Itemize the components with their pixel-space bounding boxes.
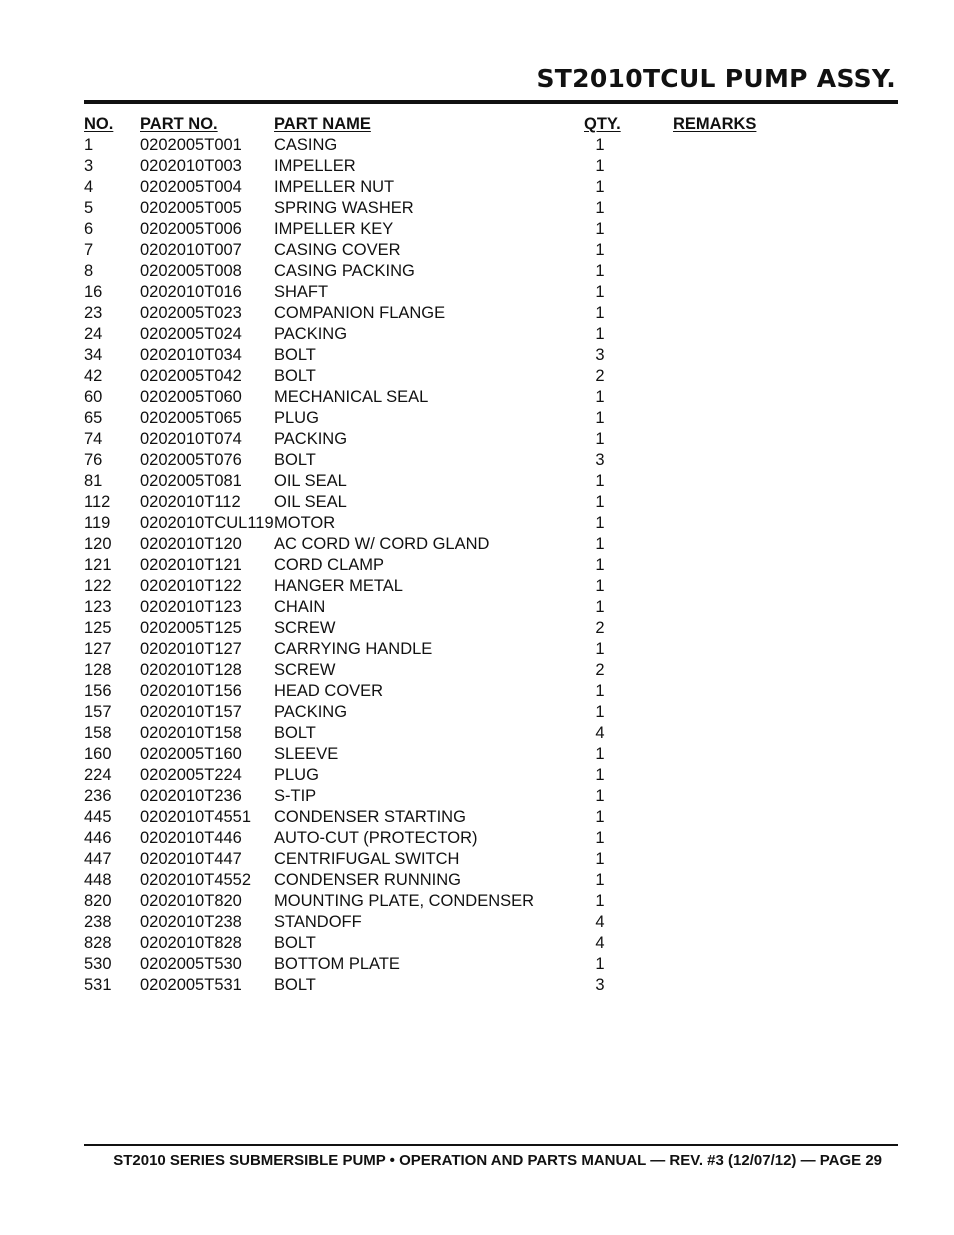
table-row xyxy=(84,492,784,513)
cell-part-no: 0202005T023 xyxy=(140,304,242,322)
cell-no: 74 xyxy=(84,430,103,448)
cell-part-name: IMPELLER NUT xyxy=(274,178,395,196)
table-row xyxy=(84,639,784,660)
table-body xyxy=(84,135,784,996)
cell-part-name: HANGER METAL xyxy=(274,577,403,595)
cell-part-no: 0202005T024 xyxy=(140,325,242,343)
table-row xyxy=(84,198,784,219)
cell-part-no: 0202005T001 xyxy=(140,136,242,154)
title-rule xyxy=(84,100,898,104)
cell-part-no: 0202005T530 xyxy=(140,955,242,973)
cell-part-no: 0202010T003 xyxy=(140,157,242,175)
cell-no: 76 xyxy=(84,451,103,469)
cell-part-name: CORD CLAMP xyxy=(274,556,385,574)
cell-part-no: 0202010T121 xyxy=(140,556,242,574)
cell-no: 81 xyxy=(84,472,103,490)
table-row xyxy=(84,765,784,786)
cell-part-no: 0202005T060 xyxy=(140,388,242,406)
cell-part-name: PACKING xyxy=(274,703,348,721)
cell-part-name: OIL SEAL xyxy=(274,472,347,490)
cell-part-no: 0202005T224 xyxy=(140,766,242,784)
cell-part-name: BOLT xyxy=(274,346,316,364)
cell-part-name: BOLT xyxy=(274,724,316,742)
cell-part-name: AC CORD W/ CORD GLAND xyxy=(274,535,490,553)
cell-part-name: CARRYING HANDLE xyxy=(274,640,433,658)
cell-part-no: 0202010T123 xyxy=(140,598,242,616)
cell-qty: 1 xyxy=(595,871,605,889)
cell-qty: 1 xyxy=(595,388,605,406)
cell-part-no: 0202005T008 xyxy=(140,262,242,280)
cell-part-name: AUTO-CUT (PROTECTOR) xyxy=(274,829,478,847)
table-row xyxy=(84,723,784,744)
cell-part-name: PACKING xyxy=(274,430,348,448)
table-row xyxy=(84,282,784,303)
cell-part-name: BOLT xyxy=(274,934,316,952)
table-header-row xyxy=(84,114,784,135)
table-row xyxy=(84,618,784,639)
cell-part-name: SLEEVE xyxy=(274,745,339,763)
cell-qty: 1 xyxy=(595,640,605,658)
cell-no: 158 xyxy=(84,724,112,742)
cell-qty: 1 xyxy=(595,157,605,175)
cell-qty: 1 xyxy=(595,220,605,238)
footer-text: ST2010 SERIES SUBMERSIBLE PUMP • OPERATION AND PARTS MANUAL — REV. #3 (12/07/12) — PAGE 29 xyxy=(113,1152,882,1169)
cell-part-name: COMPANION FLANGE xyxy=(274,304,446,322)
cell-part-no: 0202010T446 xyxy=(140,829,242,847)
table-row xyxy=(84,345,784,366)
cell-part-no: 0202010T157 xyxy=(140,703,242,721)
table-row xyxy=(84,744,784,765)
cell-no: 8 xyxy=(84,262,94,280)
cell-qty: 1 xyxy=(595,892,605,910)
cell-part-no: 0202005T042 xyxy=(140,367,242,385)
cell-part-name: OIL SEAL xyxy=(274,493,347,511)
cell-no: 1 xyxy=(84,136,94,154)
cell-part-no: 0202010TCUL119 xyxy=(140,514,274,532)
cell-part-no: 0202010T127 xyxy=(140,640,242,658)
cell-no: 65 xyxy=(84,409,103,427)
cell-qty: 1 xyxy=(595,535,605,553)
cell-part-name: CHAIN xyxy=(274,598,326,616)
cell-no: 24 xyxy=(84,325,103,343)
cell-qty: 4 xyxy=(595,934,605,952)
cell-part-no: 0202010T238 xyxy=(140,913,242,931)
cell-no: 125 xyxy=(84,619,112,637)
cell-qty: 1 xyxy=(595,682,605,700)
cell-part-name: SCREW xyxy=(274,619,336,637)
cell-part-no: 0202010T122 xyxy=(140,577,242,595)
cell-qty: 1 xyxy=(595,556,605,574)
cell-qty: 1 xyxy=(595,703,605,721)
cell-no: 16 xyxy=(84,283,103,301)
cell-part-no: 0202010T120 xyxy=(140,535,242,553)
parts-table xyxy=(84,114,784,996)
header-no: NO. xyxy=(84,115,114,133)
table-row xyxy=(84,387,784,408)
cell-part-no: 0202010T236 xyxy=(140,787,242,805)
cell-part-name: PLUG xyxy=(274,409,319,427)
header-part-name: PART NAME xyxy=(274,115,371,133)
cell-part-no: 0202010T820 xyxy=(140,892,242,910)
cell-qty: 3 xyxy=(595,451,605,469)
table-row xyxy=(84,576,784,597)
table-row xyxy=(84,513,784,534)
table-row xyxy=(84,849,784,870)
cell-no: 446 xyxy=(84,829,112,847)
cell-qty: 1 xyxy=(595,577,605,595)
table-row xyxy=(84,408,784,429)
cell-no: 121 xyxy=(84,556,112,574)
table-row xyxy=(84,702,784,723)
header-remarks: REMARKS xyxy=(673,115,757,133)
table-row xyxy=(84,597,784,618)
cell-no: 224 xyxy=(84,766,112,784)
cell-qty: 3 xyxy=(595,976,605,994)
header-qty: QTY. xyxy=(584,115,621,133)
cell-no: 120 xyxy=(84,535,112,553)
cell-qty: 4 xyxy=(595,724,605,742)
cell-no: 7 xyxy=(84,241,94,259)
cell-no: 127 xyxy=(84,640,112,658)
cell-no: 236 xyxy=(84,787,112,805)
cell-qty: 1 xyxy=(595,787,605,805)
cell-part-name: BOLT xyxy=(274,367,316,385)
cell-no: 42 xyxy=(84,367,103,385)
cell-qty: 1 xyxy=(595,493,605,511)
cell-part-no: 0202005T081 xyxy=(140,472,242,490)
cell-qty: 1 xyxy=(595,409,605,427)
cell-qty: 1 xyxy=(595,955,605,973)
cell-part-name: CASING xyxy=(274,136,338,154)
cell-part-no: 0202010T828 xyxy=(140,934,242,952)
cell-part-name: SPRING WASHER xyxy=(274,199,414,217)
cell-no: 112 xyxy=(84,493,111,511)
cell-no: 122 xyxy=(84,577,112,595)
cell-qty: 1 xyxy=(595,199,605,217)
cell-no: 820 xyxy=(84,892,112,910)
cell-part-no: 0202010T156 xyxy=(140,682,242,700)
cell-part-name: CASING COVER xyxy=(274,241,401,259)
cell-qty: 1 xyxy=(595,850,605,868)
cell-part-name: IMPELLER KEY xyxy=(274,220,394,238)
cell-qty: 4 xyxy=(595,913,605,931)
cell-qty: 1 xyxy=(595,472,605,490)
table-row xyxy=(84,450,784,471)
cell-no: 531 xyxy=(84,976,112,994)
footer-rule xyxy=(84,1144,898,1146)
cell-part-no: 0202010T007 xyxy=(140,241,242,259)
cell-qty: 1 xyxy=(595,283,605,301)
cell-part-no: 0202005T004 xyxy=(140,178,242,196)
cell-no: 128 xyxy=(84,661,112,679)
table-row xyxy=(84,786,784,807)
table-row xyxy=(84,555,784,576)
table-row xyxy=(84,261,784,282)
cell-part-no: 0202010T447 xyxy=(140,850,242,868)
cell-qty: 1 xyxy=(595,808,605,826)
table-row xyxy=(84,870,784,891)
table-row xyxy=(84,135,784,156)
cell-no: 156 xyxy=(84,682,112,700)
cell-no: 445 xyxy=(84,808,112,826)
cell-part-name: CONDENSER RUNNING xyxy=(274,871,462,889)
table-row xyxy=(84,912,784,933)
cell-no: 160 xyxy=(84,745,112,763)
table-row xyxy=(84,828,784,849)
cell-part-no: 0202005T531 xyxy=(140,976,242,994)
cell-qty: 1 xyxy=(595,304,605,322)
cell-qty: 1 xyxy=(595,325,605,343)
cell-part-no: 0202010T034 xyxy=(140,346,242,364)
cell-part-name: IMPELLER xyxy=(274,157,356,175)
cell-qty: 1 xyxy=(595,241,605,259)
table-row xyxy=(84,303,784,324)
header-part-no: PART NO. xyxy=(140,115,218,133)
page-title: ST2010TCUL PUMP ASSY. xyxy=(536,64,896,93)
cell-qty: 1 xyxy=(595,766,605,784)
cell-qty: 2 xyxy=(595,619,605,637)
table-row xyxy=(84,366,784,387)
cell-part-name: BOLT xyxy=(274,451,316,469)
cell-part-name: SCREW xyxy=(274,661,336,679)
cell-qty: 2 xyxy=(595,367,605,385)
cell-part-name: SHAFT xyxy=(274,283,329,301)
table-row xyxy=(84,240,784,261)
cell-part-name: BOTTOM PLATE xyxy=(274,955,400,973)
cell-no: 23 xyxy=(84,304,103,322)
cell-no: 4 xyxy=(84,178,94,196)
cell-part-name: HEAD COVER xyxy=(274,682,384,700)
table-row xyxy=(84,429,784,450)
cell-no: 3 xyxy=(84,157,94,175)
table-row xyxy=(84,156,784,177)
cell-no: 157 xyxy=(84,703,112,721)
cell-no: 828 xyxy=(84,934,112,952)
cell-part-no: 0202010T4552 xyxy=(140,871,252,889)
table-row xyxy=(84,807,784,828)
table-row xyxy=(84,324,784,345)
cell-no: 530 xyxy=(84,955,112,973)
cell-qty: 1 xyxy=(595,430,605,448)
cell-part-name: MOUNTING PLATE, CONDENSER xyxy=(274,892,535,910)
cell-qty: 1 xyxy=(595,514,605,532)
cell-part-name: CENTRIFUGAL SWITCH xyxy=(274,850,460,868)
cell-part-no: 0202010T4551 xyxy=(140,808,252,826)
cell-no: 238 xyxy=(84,913,112,931)
cell-qty: 1 xyxy=(595,598,605,616)
cell-part-no: 0202005T160 xyxy=(140,745,242,763)
table-row xyxy=(84,891,784,912)
cell-no: 123 xyxy=(84,598,112,616)
table-row xyxy=(84,933,784,954)
cell-part-no: 0202005T065 xyxy=(140,409,242,427)
cell-part-no: 0202010T074 xyxy=(140,430,242,448)
table-row xyxy=(84,219,784,240)
cell-part-no: 0202005T006 xyxy=(140,220,242,238)
cell-no: 447 xyxy=(84,850,112,868)
cell-qty: 1 xyxy=(595,829,605,847)
cell-no: 448 xyxy=(84,871,112,889)
cell-part-name: CONDENSER STARTING xyxy=(274,808,466,826)
cell-part-no: 0202005T005 xyxy=(140,199,242,217)
cell-part-name: BOLT xyxy=(274,976,316,994)
cell-no: 119 xyxy=(84,514,111,532)
table-row xyxy=(84,534,784,555)
cell-qty: 1 xyxy=(595,178,605,196)
cell-part-no: 0202010T128 xyxy=(140,661,242,679)
cell-no: 60 xyxy=(84,388,103,406)
table-row xyxy=(84,660,784,681)
cell-no: 5 xyxy=(84,199,94,217)
table-row xyxy=(84,681,784,702)
cell-part-no: 0202005T076 xyxy=(140,451,242,469)
table-row xyxy=(84,975,784,996)
table-row xyxy=(84,954,784,975)
cell-part-no: 0202005T125 xyxy=(140,619,242,637)
cell-no: 6 xyxy=(84,220,94,238)
cell-no: 34 xyxy=(84,346,103,364)
cell-part-name: CASING PACKING xyxy=(274,262,415,280)
table-row xyxy=(84,471,784,492)
table-row xyxy=(84,177,784,198)
cell-part-name: MECHANICAL SEAL xyxy=(274,388,429,406)
cell-part-name: STANDOFF xyxy=(274,913,362,931)
cell-qty: 1 xyxy=(595,136,605,154)
cell-part-name: PACKING xyxy=(274,325,348,343)
cell-part-no: 0202010T158 xyxy=(140,724,242,742)
cell-qty: 3 xyxy=(595,346,605,364)
cell-part-no: 0202010T112 xyxy=(140,493,241,511)
cell-qty: 1 xyxy=(595,262,605,280)
cell-part-no: 0202010T016 xyxy=(140,283,242,301)
cell-part-name: MOTOR xyxy=(274,514,336,532)
cell-qty: 1 xyxy=(595,745,605,763)
cell-part-name: S-TIP xyxy=(274,787,317,805)
cell-qty: 2 xyxy=(595,661,605,679)
cell-part-name: PLUG xyxy=(274,766,319,784)
